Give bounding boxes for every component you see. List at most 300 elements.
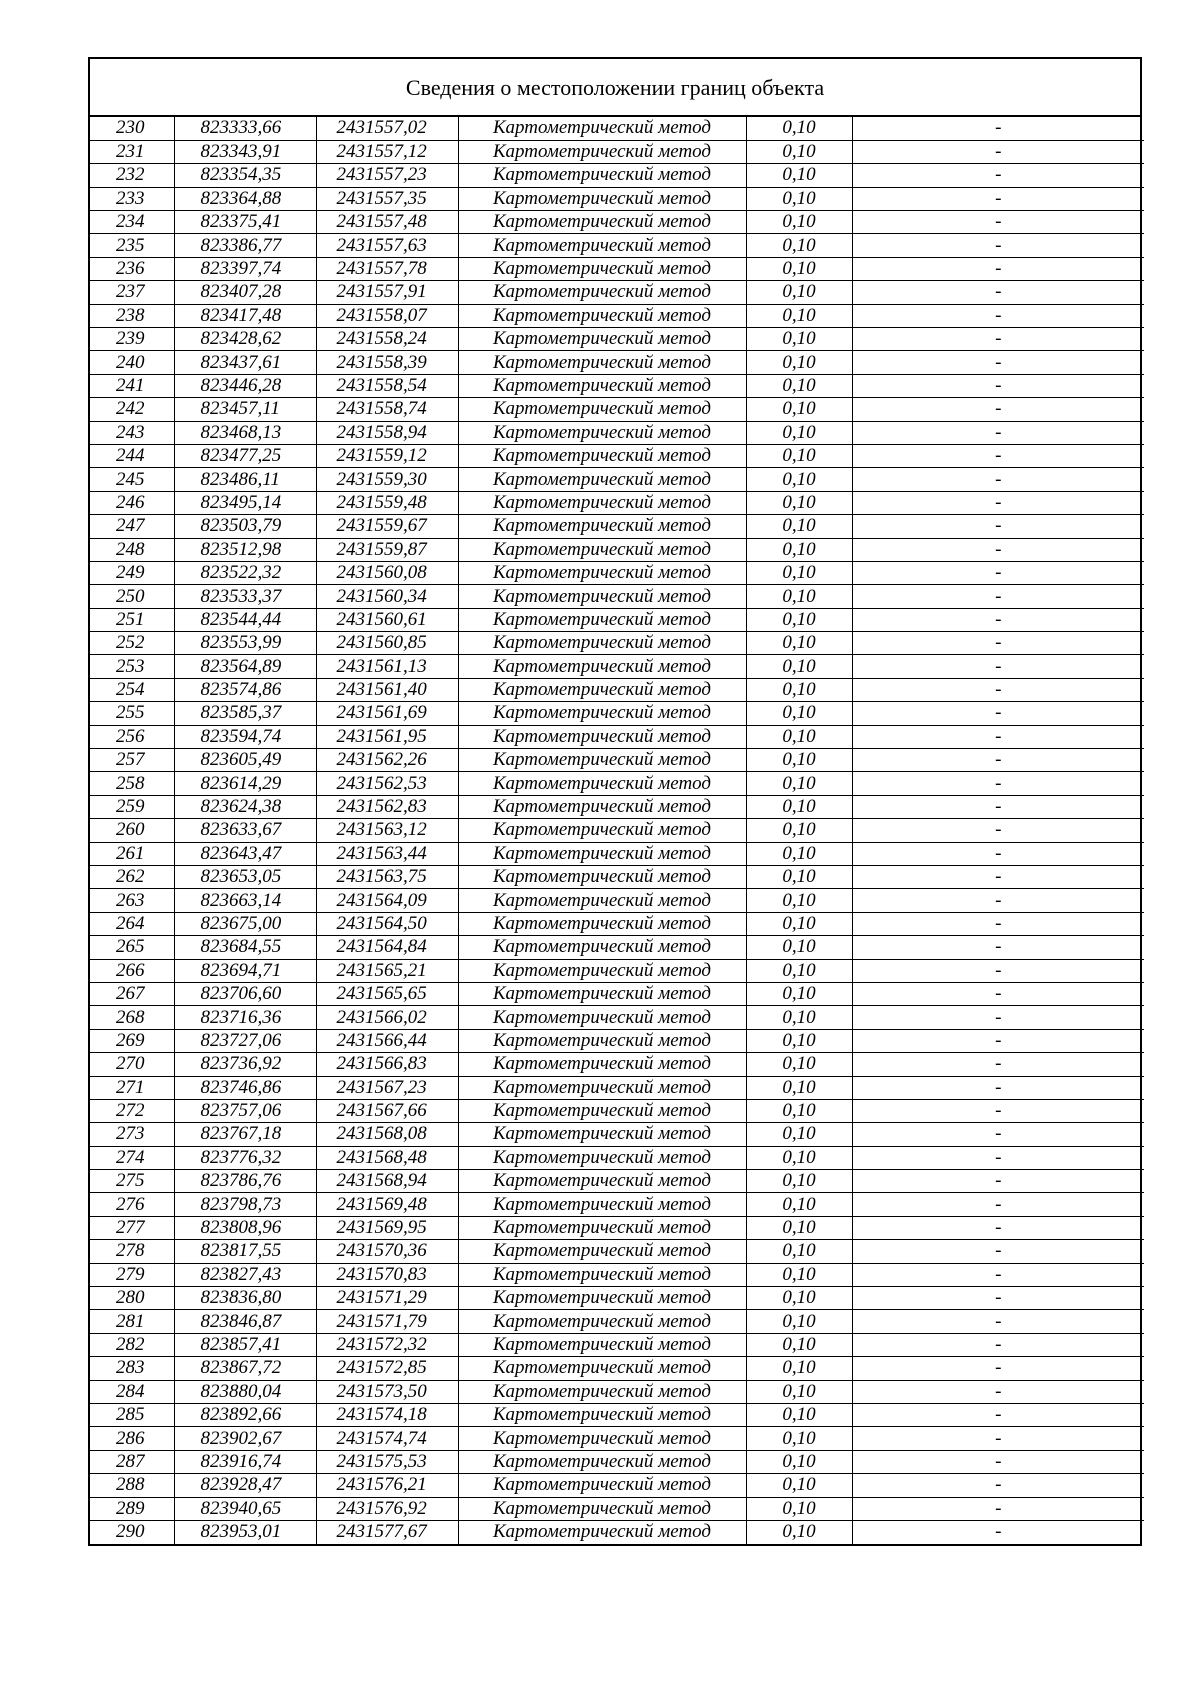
coordinate-x-cell: 823757,06: [174, 1099, 316, 1122]
note-cell: -: [852, 140, 1144, 163]
point-number-cell: 258: [90, 772, 174, 795]
accuracy-cell: 0,10: [746, 1146, 852, 1169]
coordinate-x-cell: 823694,71: [174, 959, 316, 982]
note-cell: -: [852, 234, 1144, 257]
accuracy-cell: 0,10: [746, 725, 852, 748]
accuracy-cell: 0,10: [746, 538, 852, 561]
point-number-cell: 254: [90, 678, 174, 701]
point-number-cell: 280: [90, 1287, 174, 1310]
coordinate-x-cell: 823867,72: [174, 1357, 316, 1380]
method-cell: Картометрический метод: [458, 1450, 746, 1473]
point-number-cell: 232: [90, 164, 174, 187]
coordinate-x-cell: 823585,37: [174, 702, 316, 725]
table-row: [90, 140, 1144, 163]
table-row: [90, 1029, 1144, 1052]
table-row: [90, 725, 1144, 748]
note-cell: -: [852, 1357, 1144, 1380]
accuracy-cell: 0,10: [746, 912, 852, 935]
coordinate-x-cell: 823428,62: [174, 328, 316, 351]
coordinate-x-cell: 823522,32: [174, 561, 316, 584]
point-number-cell: 233: [90, 187, 174, 210]
coordinate-y-cell: 2431558,74: [316, 398, 458, 421]
accuracy-cell: 0,10: [746, 1450, 852, 1473]
accuracy-cell: 0,10: [746, 1053, 852, 1076]
accuracy-cell: 0,10: [746, 164, 852, 187]
method-cell: Картометрический метод: [458, 257, 746, 280]
method-cell: Картометрический метод: [458, 725, 746, 748]
note-cell: -: [852, 982, 1144, 1005]
accuracy-cell: 0,10: [746, 515, 852, 538]
note-cell: -: [852, 351, 1144, 374]
point-number-cell: 289: [90, 1497, 174, 1520]
coordinate-y-cell: 2431557,02: [316, 117, 458, 140]
point-number-cell: 281: [90, 1310, 174, 1333]
coordinate-x-cell: 823767,18: [174, 1123, 316, 1146]
method-cell: Картометрический метод: [458, 1357, 746, 1380]
coordinate-y-cell: 2431558,07: [316, 304, 458, 327]
accuracy-cell: 0,10: [746, 468, 852, 491]
accuracy-cell: 0,10: [746, 866, 852, 889]
table-row: [90, 187, 1144, 210]
point-number-cell: 249: [90, 561, 174, 584]
point-number-cell: 255: [90, 702, 174, 725]
accuracy-cell: 0,10: [746, 257, 852, 280]
table-row: [90, 1146, 1144, 1169]
method-cell: Картометрический метод: [458, 1076, 746, 1099]
coordinate-x-cell: 823437,61: [174, 351, 316, 374]
coordinate-y-cell: 2431568,94: [316, 1170, 458, 1193]
coordinate-x-cell: 823653,05: [174, 866, 316, 889]
coordinate-y-cell: 2431557,91: [316, 281, 458, 304]
note-cell: -: [852, 678, 1144, 701]
method-cell: Картометрический метод: [458, 398, 746, 421]
table-row: [90, 164, 1144, 187]
coordinate-x-cell: 823880,04: [174, 1380, 316, 1403]
accuracy-cell: 0,10: [746, 281, 852, 304]
point-number-cell: 290: [90, 1520, 174, 1543]
coordinate-y-cell: 2431568,08: [316, 1123, 458, 1146]
table-row: [90, 772, 1144, 795]
coordinate-x-cell: 823333,66: [174, 117, 316, 140]
accuracy-cell: 0,10: [746, 1357, 852, 1380]
point-number-cell: 260: [90, 819, 174, 842]
coordinate-y-cell: 2431561,13: [316, 655, 458, 678]
table-row: [90, 678, 1144, 701]
coordinate-x-cell: 823940,65: [174, 1497, 316, 1520]
coordinate-x-cell: 823663,14: [174, 889, 316, 912]
accuracy-cell: 0,10: [746, 608, 852, 631]
coordinates-table: [90, 117, 1144, 1544]
accuracy-cell: 0,10: [746, 982, 852, 1005]
coordinate-y-cell: 2431557,48: [316, 211, 458, 234]
method-cell: Картометрический метод: [458, 585, 746, 608]
coordinate-y-cell: 2431557,12: [316, 140, 458, 163]
method-cell: Картометрический метод: [458, 772, 746, 795]
table-row: [90, 1520, 1144, 1543]
point-number-cell: 264: [90, 912, 174, 935]
coordinate-x-cell: 823343,91: [174, 140, 316, 163]
table-row: [90, 1450, 1144, 1473]
table-row: [90, 117, 1144, 140]
accuracy-cell: 0,10: [746, 140, 852, 163]
note-cell: -: [852, 1076, 1144, 1099]
note-cell: -: [852, 912, 1144, 935]
point-number-cell: 287: [90, 1450, 174, 1473]
table-row: [90, 1263, 1144, 1286]
accuracy-cell: 0,10: [746, 1520, 852, 1543]
coordinate-y-cell: 2431559,67: [316, 515, 458, 538]
note-cell: -: [852, 444, 1144, 467]
coordinate-y-cell: 2431558,39: [316, 351, 458, 374]
note-cell: -: [852, 1310, 1144, 1333]
coordinate-x-cell: 823574,86: [174, 678, 316, 701]
table-row: [90, 912, 1144, 935]
method-cell: Картометрический метод: [458, 819, 746, 842]
table-row: [90, 1287, 1144, 1310]
method-cell: Картометрический метод: [458, 632, 746, 655]
coordinate-x-cell: 823477,25: [174, 444, 316, 467]
accuracy-cell: 0,10: [746, 1263, 852, 1286]
table-row: [90, 1193, 1144, 1216]
point-number-cell: 257: [90, 749, 174, 772]
coordinate-x-cell: 823953,01: [174, 1520, 316, 1543]
note-cell: -: [852, 1263, 1144, 1286]
table-row: [90, 795, 1144, 818]
table-row: [90, 1053, 1144, 1076]
table-row: [90, 398, 1144, 421]
note-cell: -: [852, 772, 1144, 795]
accuracy-cell: 0,10: [746, 842, 852, 865]
note-cell: -: [852, 1333, 1144, 1356]
coordinate-y-cell: 2431565,21: [316, 959, 458, 982]
table-row: [90, 1170, 1144, 1193]
point-number-cell: 262: [90, 866, 174, 889]
point-number-cell: 247: [90, 515, 174, 538]
note-cell: -: [852, 889, 1144, 912]
coordinate-x-cell: 823633,67: [174, 819, 316, 842]
table-row: [90, 959, 1144, 982]
accuracy-cell: 0,10: [746, 1076, 852, 1099]
coordinate-x-cell: 823354,35: [174, 164, 316, 187]
note-cell: -: [852, 585, 1144, 608]
accuracy-cell: 0,10: [746, 795, 852, 818]
note-cell: -: [852, 515, 1144, 538]
accuracy-cell: 0,10: [746, 1216, 852, 1239]
coordinate-x-cell: 823407,28: [174, 281, 316, 304]
coordinates-table-body: [90, 117, 1144, 1544]
coordinate-y-cell: 2431569,95: [316, 1216, 458, 1239]
accuracy-cell: 0,10: [746, 772, 852, 795]
accuracy-cell: 0,10: [746, 374, 852, 397]
coordinate-x-cell: 823495,14: [174, 491, 316, 514]
accuracy-cell: 0,10: [746, 655, 852, 678]
table-row: [90, 1380, 1144, 1403]
accuracy-cell: 0,10: [746, 678, 852, 701]
coordinate-y-cell: 2431563,12: [316, 819, 458, 842]
note-cell: -: [852, 842, 1144, 865]
coordinate-x-cell: 823594,74: [174, 725, 316, 748]
note-cell: -: [852, 1029, 1144, 1052]
point-number-cell: 252: [90, 632, 174, 655]
accuracy-cell: 0,10: [746, 491, 852, 514]
table-row: [90, 421, 1144, 444]
note-cell: -: [852, 936, 1144, 959]
coordinate-y-cell: 2431563,75: [316, 866, 458, 889]
point-number-cell: 234: [90, 211, 174, 234]
note-cell: -: [852, 164, 1144, 187]
accuracy-cell: 0,10: [746, 1333, 852, 1356]
accuracy-cell: 0,10: [746, 304, 852, 327]
coordinate-y-cell: 2431566,83: [316, 1053, 458, 1076]
method-cell: Картометрический метод: [458, 795, 746, 818]
point-number-cell: 263: [90, 889, 174, 912]
accuracy-cell: 0,10: [746, 444, 852, 467]
accuracy-cell: 0,10: [746, 1240, 852, 1263]
coordinate-y-cell: 2431573,50: [316, 1380, 458, 1403]
table-row: [90, 749, 1144, 772]
coordinate-x-cell: 823846,87: [174, 1310, 316, 1333]
coordinate-x-cell: 823417,48: [174, 304, 316, 327]
accuracy-cell: 0,10: [746, 1474, 852, 1497]
coordinate-x-cell: 823817,55: [174, 1240, 316, 1263]
point-number-cell: 236: [90, 257, 174, 280]
coordinate-y-cell: 2431569,48: [316, 1193, 458, 1216]
accuracy-cell: 0,10: [746, 1029, 852, 1052]
coordinate-x-cell: 823512,98: [174, 538, 316, 561]
coordinate-x-cell: 823776,32: [174, 1146, 316, 1169]
method-cell: Картометрический метод: [458, 936, 746, 959]
accuracy-cell: 0,10: [746, 117, 852, 140]
method-cell: Картометрический метод: [458, 561, 746, 584]
coordinate-y-cell: 2431557,35: [316, 187, 458, 210]
table-row: [90, 655, 1144, 678]
point-number-cell: 284: [90, 1380, 174, 1403]
method-cell: Картометрический метод: [458, 164, 746, 187]
coordinate-y-cell: 2431567,66: [316, 1099, 458, 1122]
method-cell: Картометрический метод: [458, 608, 746, 631]
note-cell: -: [852, 959, 1144, 982]
coordinate-x-cell: 823375,41: [174, 211, 316, 234]
accuracy-cell: 0,10: [746, 936, 852, 959]
table-row: [90, 328, 1144, 351]
point-number-cell: 245: [90, 468, 174, 491]
coordinate-y-cell: 2431557,78: [316, 257, 458, 280]
method-cell: Картометрический метод: [458, 421, 746, 444]
accuracy-cell: 0,10: [746, 234, 852, 257]
point-number-cell: 276: [90, 1193, 174, 1216]
note-cell: -: [852, 819, 1144, 842]
table-row: [90, 1497, 1144, 1520]
method-cell: Картометрический метод: [458, 889, 746, 912]
method-cell: Картометрический метод: [458, 1006, 746, 1029]
note-cell: -: [852, 561, 1144, 584]
coordinate-y-cell: 2431577,67: [316, 1520, 458, 1543]
coordinate-x-cell: 823614,29: [174, 772, 316, 795]
coordinate-y-cell: 2431560,08: [316, 561, 458, 584]
method-cell: Картометрический метод: [458, 374, 746, 397]
note-cell: -: [852, 608, 1144, 631]
coordinate-x-cell: 823716,36: [174, 1006, 316, 1029]
coordinate-x-cell: 823503,79: [174, 515, 316, 538]
coordinate-x-cell: 823544,44: [174, 608, 316, 631]
table-row: [90, 211, 1144, 234]
coordinate-x-cell: 823736,92: [174, 1053, 316, 1076]
note-cell: -: [852, 398, 1144, 421]
method-cell: Картометрический метод: [458, 187, 746, 210]
method-cell: Картометрический метод: [458, 491, 746, 514]
table-row: [90, 1123, 1144, 1146]
table-row: [90, 1216, 1144, 1239]
note-cell: -: [852, 211, 1144, 234]
method-cell: Картометрический метод: [458, 1170, 746, 1193]
method-cell: Картометрический метод: [458, 1520, 746, 1543]
accuracy-cell: 0,10: [746, 632, 852, 655]
coordinate-y-cell: 2431561,95: [316, 725, 458, 748]
point-number-cell: 265: [90, 936, 174, 959]
method-cell: Картометрический метод: [458, 1099, 746, 1122]
table-row: [90, 936, 1144, 959]
page-title: Сведения о местоположении границ объекта: [90, 59, 1140, 117]
accuracy-cell: 0,10: [746, 749, 852, 772]
point-number-cell: 272: [90, 1099, 174, 1122]
method-cell: Картометрический метод: [458, 842, 746, 865]
point-number-cell: 248: [90, 538, 174, 561]
note-cell: -: [852, 1474, 1144, 1497]
method-cell: Картометрический метод: [458, 1146, 746, 1169]
accuracy-cell: 0,10: [746, 187, 852, 210]
method-cell: Картометрический метод: [458, 1497, 746, 1520]
method-cell: Картометрический метод: [458, 328, 746, 351]
note-cell: -: [852, 725, 1144, 748]
point-number-cell: 279: [90, 1263, 174, 1286]
coordinate-x-cell: 823902,67: [174, 1427, 316, 1450]
point-number-cell: 235: [90, 234, 174, 257]
table-row: [90, 257, 1144, 280]
coordinate-x-cell: 823553,99: [174, 632, 316, 655]
point-number-cell: 250: [90, 585, 174, 608]
coordinate-y-cell: 2431561,69: [316, 702, 458, 725]
coordinate-x-cell: 823675,00: [174, 912, 316, 935]
accuracy-cell: 0,10: [746, 421, 852, 444]
coordinate-y-cell: 2431557,63: [316, 234, 458, 257]
coordinate-x-cell: 823798,73: [174, 1193, 316, 1216]
coordinate-x-cell: 823808,96: [174, 1216, 316, 1239]
coordinate-y-cell: 2431559,12: [316, 444, 458, 467]
point-number-cell: 282: [90, 1333, 174, 1356]
coordinate-x-cell: 823706,60: [174, 982, 316, 1005]
note-cell: -: [852, 257, 1144, 280]
coordinate-y-cell: 2431566,02: [316, 1006, 458, 1029]
table-row: [90, 585, 1144, 608]
table-row: [90, 842, 1144, 865]
coordinate-y-cell: 2431570,83: [316, 1263, 458, 1286]
point-number-cell: 267: [90, 982, 174, 1005]
coordinate-y-cell: 2431567,23: [316, 1076, 458, 1099]
coordinate-x-cell: 823486,11: [174, 468, 316, 491]
point-number-cell: 238: [90, 304, 174, 327]
coordinate-x-cell: 823786,76: [174, 1170, 316, 1193]
coordinate-y-cell: 2431564,84: [316, 936, 458, 959]
note-cell: -: [852, 304, 1144, 327]
table-row: [90, 515, 1144, 538]
coordinate-x-cell: 823684,55: [174, 936, 316, 959]
table-row: [90, 234, 1144, 257]
method-cell: Картометрический метод: [458, 304, 746, 327]
point-number-cell: 268: [90, 1006, 174, 1029]
table-row: [90, 866, 1144, 889]
coordinate-y-cell: 2431576,21: [316, 1474, 458, 1497]
point-number-cell: 288: [90, 1474, 174, 1497]
point-number-cell: 241: [90, 374, 174, 397]
coordinate-x-cell: 823364,88: [174, 187, 316, 210]
coordinate-x-cell: 823446,28: [174, 374, 316, 397]
table-row: [90, 1076, 1144, 1099]
method-cell: Картометрический метод: [458, 1287, 746, 1310]
method-cell: Картометрический метод: [458, 982, 746, 1005]
accuracy-cell: 0,10: [746, 1006, 852, 1029]
note-cell: -: [852, 1170, 1144, 1193]
method-cell: Картометрический метод: [458, 1474, 746, 1497]
table-row: [90, 982, 1144, 1005]
note-cell: -: [852, 491, 1144, 514]
point-number-cell: 230: [90, 117, 174, 140]
method-cell: Картометрический метод: [458, 1053, 746, 1076]
table-row: [90, 889, 1144, 912]
method-cell: Картометрический метод: [458, 959, 746, 982]
point-number-cell: 259: [90, 795, 174, 818]
coordinate-x-cell: 823746,86: [174, 1076, 316, 1099]
coordinate-y-cell: 2431558,54: [316, 374, 458, 397]
note-cell: -: [852, 281, 1144, 304]
coordinate-x-cell: 823386,77: [174, 234, 316, 257]
coordinate-y-cell: 2431559,30: [316, 468, 458, 491]
table-row: [90, 1357, 1144, 1380]
method-cell: Картометрический метод: [458, 538, 746, 561]
point-number-cell: 237: [90, 281, 174, 304]
note-cell: -: [852, 795, 1144, 818]
note-cell: -: [852, 1380, 1144, 1403]
accuracy-cell: 0,10: [746, 1170, 852, 1193]
coordinate-y-cell: 2431558,94: [316, 421, 458, 444]
coordinate-y-cell: 2431560,85: [316, 632, 458, 655]
coordinate-y-cell: 2431576,92: [316, 1497, 458, 1520]
coordinate-x-cell: 823892,66: [174, 1403, 316, 1426]
accuracy-cell: 0,10: [746, 702, 852, 725]
coordinate-y-cell: 2431562,26: [316, 749, 458, 772]
method-cell: Картометрический метод: [458, 1216, 746, 1239]
method-cell: Картометрический метод: [458, 468, 746, 491]
point-number-cell: 251: [90, 608, 174, 631]
table-row: [90, 1403, 1144, 1426]
table-row: [90, 1333, 1144, 1356]
note-cell: -: [852, 702, 1144, 725]
method-cell: Картометрический метод: [458, 1427, 746, 1450]
table-row: [90, 702, 1144, 725]
coordinate-y-cell: 2431563,44: [316, 842, 458, 865]
note-cell: -: [852, 1123, 1144, 1146]
coordinate-y-cell: 2431557,23: [316, 164, 458, 187]
table-row: [90, 1006, 1144, 1029]
coordinate-y-cell: 2431559,48: [316, 491, 458, 514]
note-cell: -: [852, 1403, 1144, 1426]
table-row: [90, 374, 1144, 397]
point-number-cell: 277: [90, 1216, 174, 1239]
note-cell: -: [852, 655, 1144, 678]
note-cell: -: [852, 749, 1144, 772]
accuracy-cell: 0,10: [746, 398, 852, 421]
coordinate-y-cell: 2431560,61: [316, 608, 458, 631]
coordinate-x-cell: 823643,47: [174, 842, 316, 865]
